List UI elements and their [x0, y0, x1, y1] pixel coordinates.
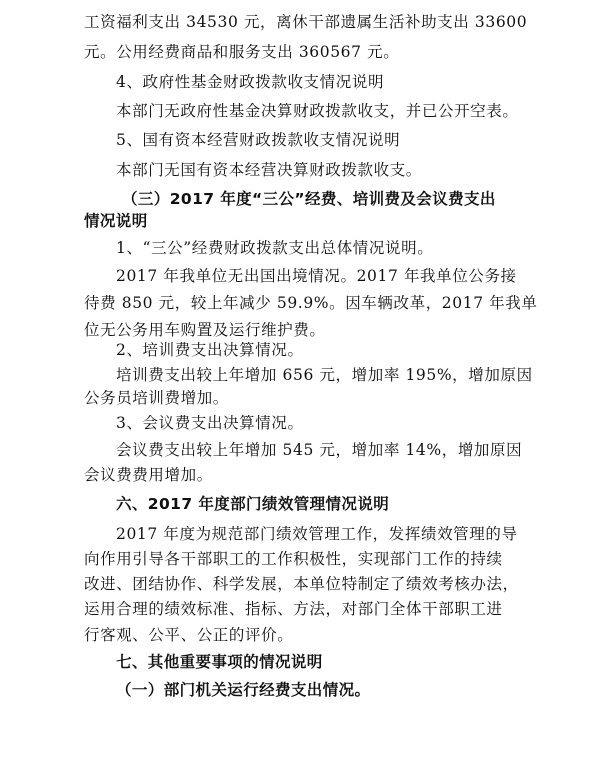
- paragraph-line: 2017 年度为规范部门绩效管理工作，发挥绩效管理的导: [116, 525, 518, 543]
- subsection-heading: 3、会议费支出决算情况。: [116, 414, 304, 432]
- paragraph-line: 会议费费用增加。: [84, 466, 213, 484]
- paragraph-line: 改进、团结协作、科学发展，本单位特制定了绩效考核办法，: [84, 575, 519, 593]
- paragraph-line: 行客观、公平、公正的评价。: [84, 626, 294, 644]
- paragraph-line: 待费 850 元，较上年减少 59.9%。因车辆改革，2017 年我单: [84, 294, 538, 312]
- paragraph-line: 工资福利支出 34530 元，离休干部遗属生活补助支出 33600: [84, 13, 528, 31]
- paragraph-line: 运用合理的绩效标准、指标、方法，对部门全体干部职工进: [84, 600, 503, 618]
- paragraph-line: 公务员培训费增加。: [84, 389, 229, 407]
- paragraph-line: 位无公务用车购置及运行维护费。: [84, 321, 326, 339]
- paragraph-line: 会议费支出较上年增加 545 元，增加率 14%，增加原因: [116, 441, 523, 459]
- paragraph-line: 元。公用经费商品和服务支出 360567 元。: [84, 43, 400, 61]
- section-heading: 六、2017 年度部门绩效管理情况说明: [116, 495, 390, 513]
- subsection-heading: （一）部门机关运行经费支出情况。: [116, 681, 371, 699]
- paragraph-line: 本部门无国有资本经营决算财政拨款收支。: [116, 161, 422, 179]
- subsection-heading: 4、政府性基金财政拨款收支情况说明: [116, 73, 385, 91]
- subsection-heading: 5、国有资本经营财政拨款收支情况说明: [116, 131, 401, 149]
- section-heading: （三）2017 年度“三公”经费、培训费及会议费支出: [122, 190, 496, 208]
- subsection-heading: 2、培训费支出决算情况。: [116, 341, 304, 359]
- section-heading: 七、其他重要事项的情况说明: [116, 653, 323, 671]
- section-heading-continued: 情况说明: [84, 212, 148, 230]
- paragraph-line: 向作用引导各干部职工的工作积极性，实现部门工作的持续: [84, 550, 503, 568]
- paragraph-line: 本部门无政府性基金决算财政拨款收支，并已公开空表。: [116, 102, 519, 120]
- paragraph-line: 培训费支出较上年增加 656 元，增加率 195%，增加原因: [116, 366, 533, 384]
- paragraph-line: 2017 年我单位无出国出境情况。2017 年我单位公务接: [116, 267, 517, 285]
- subsection-heading: 1、“三公”经费财政拨款支出总体情况说明。: [116, 239, 434, 257]
